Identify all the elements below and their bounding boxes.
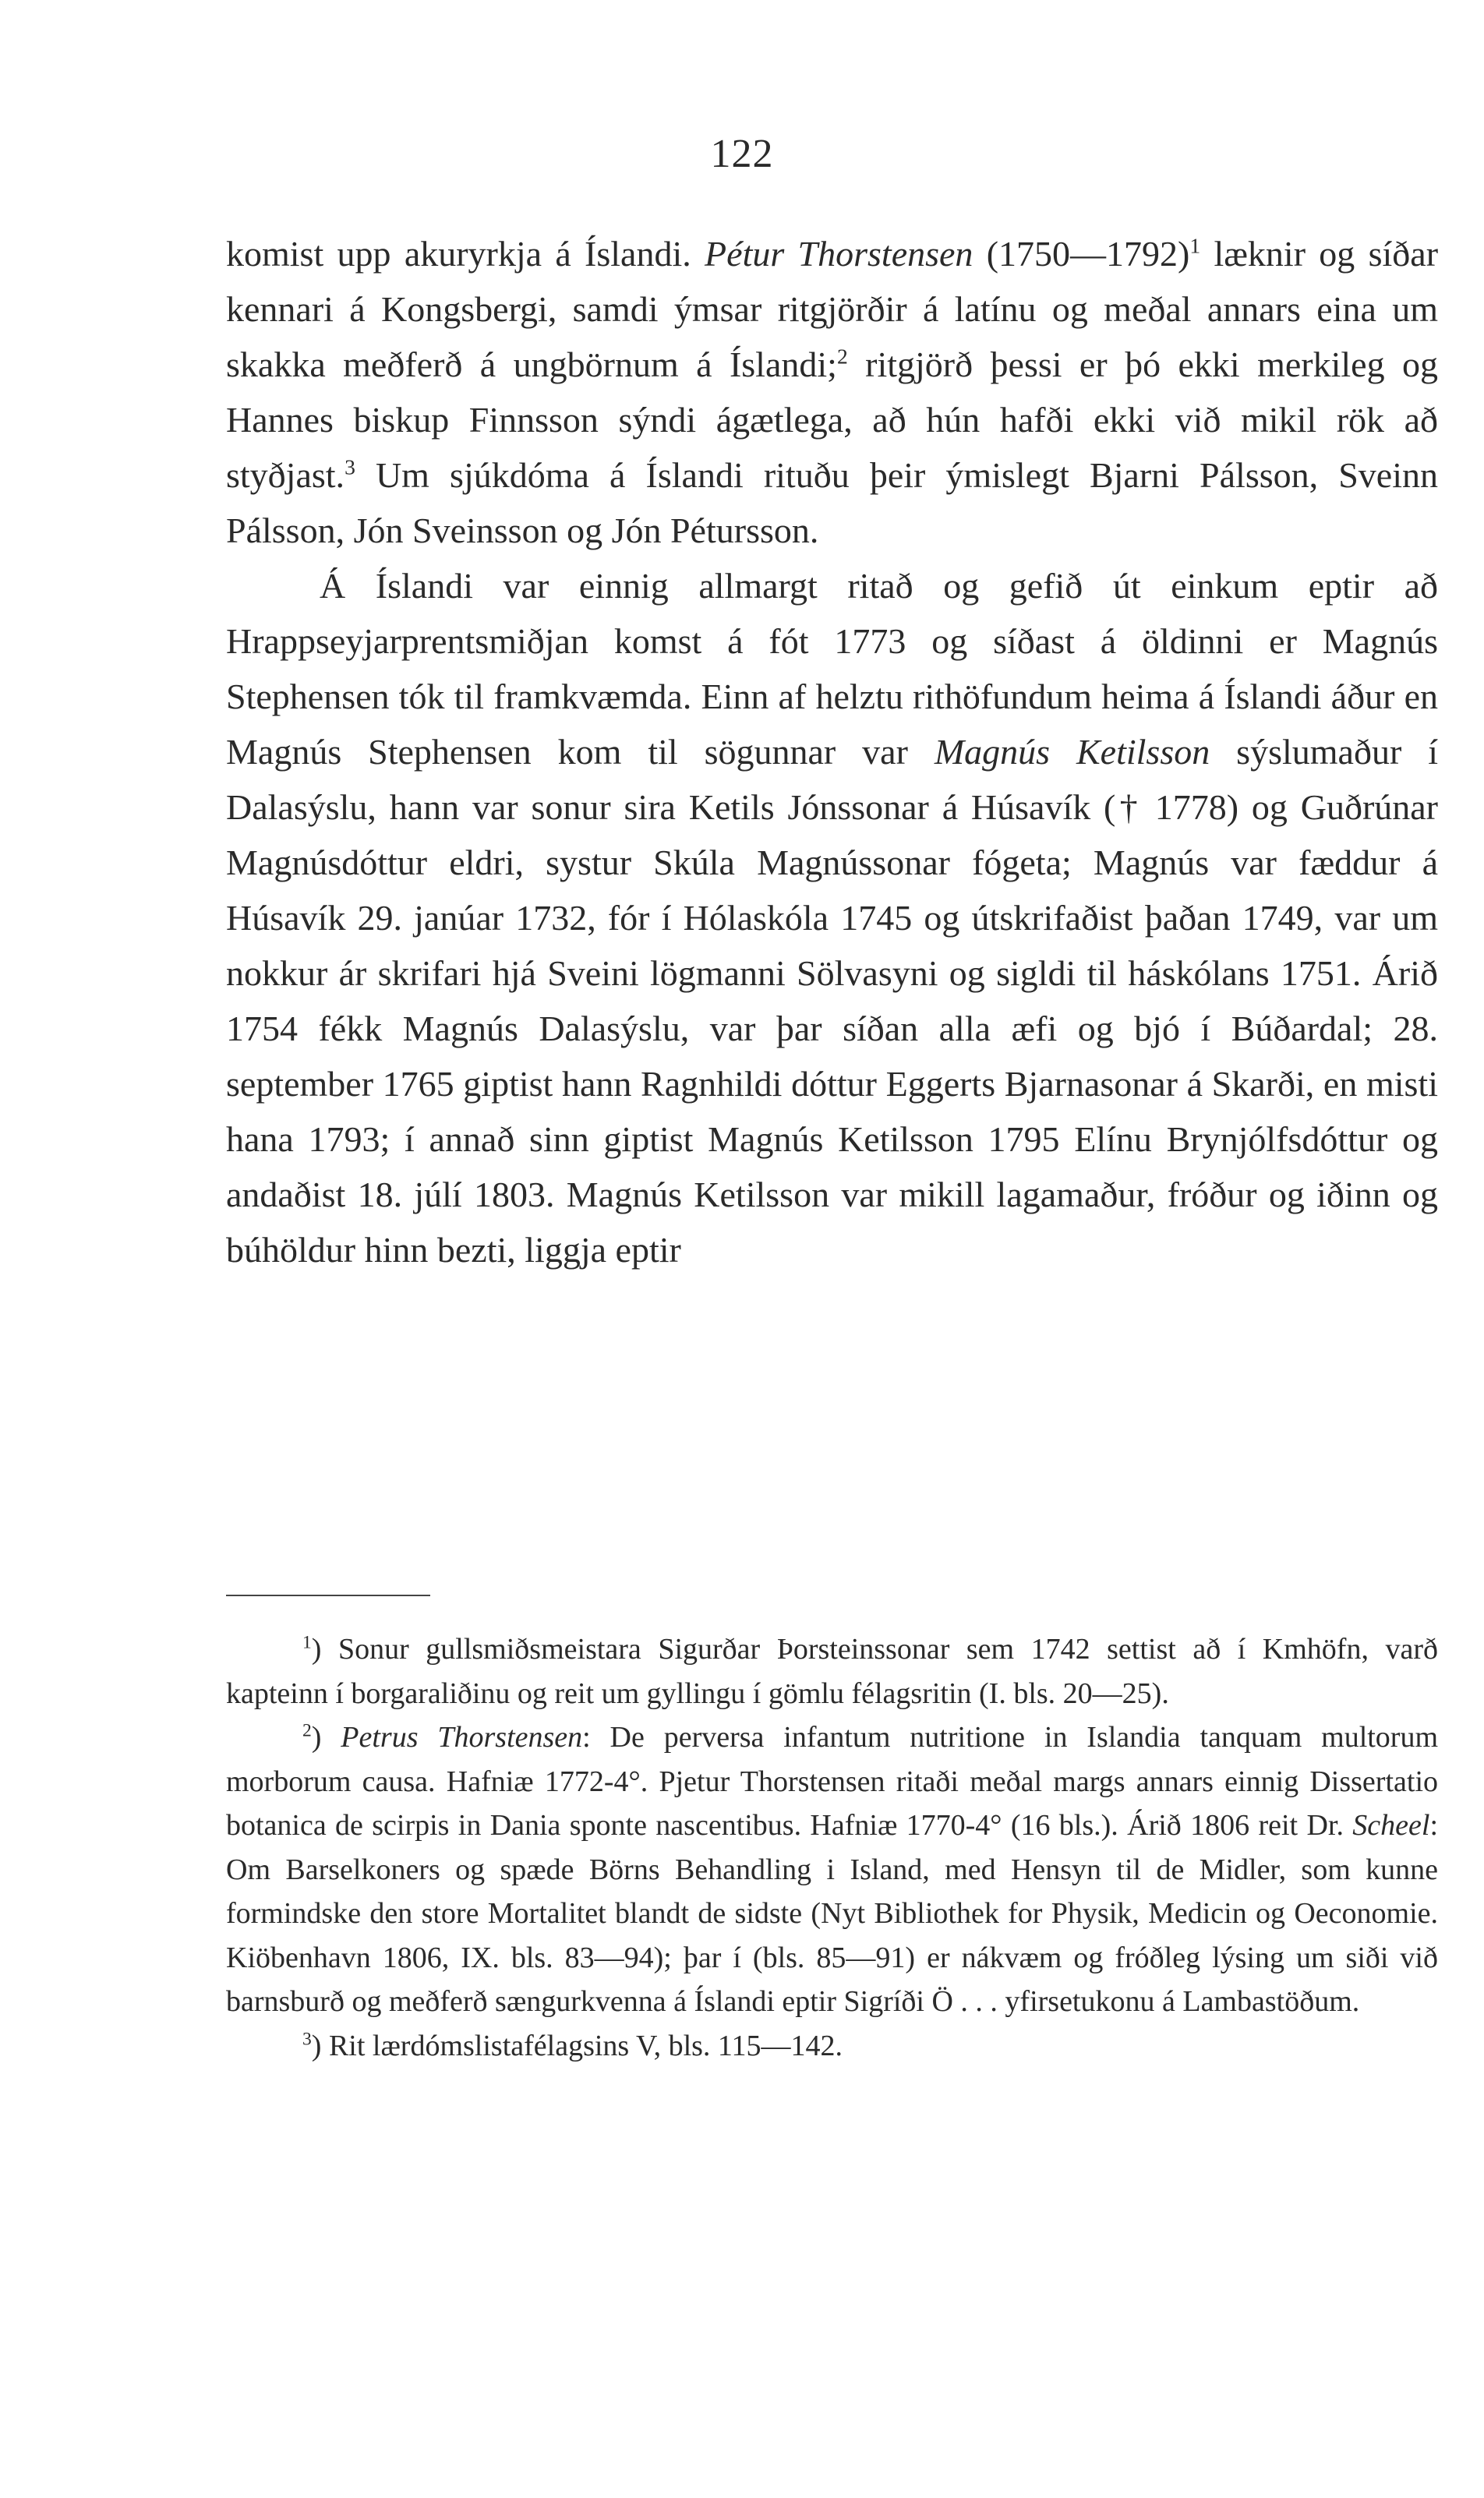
main-text — [226, 226, 1438, 1277]
footnote: $^2$) Petrus Thorstensen: De perversa infantum nutritione in Islandia tanquam multorum morborum causa. Hafniæ 1772-4°. Pjetur Thorstensen ritaði meðal margs annars einnig Dissertatio botanica de scirpis in Dania sponte nascentibus. Hafniæ 1770-4° (16 bls.). Árið 1806 reit Dr. Scheel: Om Barselkoners og spæde Börns Behandling i Island, med Hensyn til de Midler, som kunne formindske den store Mortalitet blandt de sidste (Nyt Bibliothek for Physik, Medicin og Oeconomie. Kiöbenhavn 1806, IX. bls. 83—94); þar í (bls. 85—91) er nákvæm og fróðleg lýsing um siði við barnsburð og meðferð sængurkvenna á Íslandi eptir Sigríði Ö . . . yfirsetukonu á Lambastöðum. — [226, 1720, 1439, 2018]
footnote-reference: 3 — [344, 454, 355, 479]
footnote-reference: 2 — [836, 344, 848, 369]
text-run: Sonur gullsmiðsmeistara Sigurðar Þorsteinssonar sem 1742 settist að í Kmhöfn, varð kapteinn í borgaraliðinu og reit um gyllingu í gömlu félagsritin (I. bls. 20—25). — [226, 1633, 1439, 1710]
footnote-mark: 3 — [302, 2028, 312, 2049]
footnote: $^1$) Sonur gullsmiðsmeistara Sigurðar Þorsteinssonar sem 1742 settist að í Kmhöfn, varð kapteinn í borgaraliðinu og reit um gyllingu í gömlu félagsritin (I. bls. 20—25). — [226, 1632, 1439, 1710]
footnote-divider — [226, 1595, 430, 1596]
text-run: : De perversa infantum nutritione in Islandia tanquam multorum morborum causa. Hafniæ 1772-4°. Pjetur Thorstensen ritaði meðal margs annars einnig Dissertatio botanica de scirpis in Dania sponte nascentibus. Hafniæ 1770-4° (16 bls.). Árið 1806 reit Dr. — [226, 1721, 1439, 1842]
italic-name: Pétur Thorstensen — [705, 234, 973, 274]
footnote-reference: 1 — [1189, 233, 1201, 258]
paragraph — [226, 558, 1438, 1277]
text-run: sýslumaður í Dalasýslu, hann var sonur sira Ketils Jónssonar á Húsavík († 1778) og Guðrúnar Magnúsdóttur eldri, systur Skúla Magnússonar fógeta; Magnús var fæddur á Húsavík 29. janúar 1732, fór í Hólaskóla 1745 og útskrifaðist þaðan 1749, var um nokkur ár skrifari hjá Sveini lögmanni Sölvasyni og sigldi til háskólans 1751. Árið 1754 fékk Magnús Dalasýslu, var þar síðan alla æfi og bjó í Búðardal; 28. september 1765 giptist hann Ragnhildi dóttur Eggerts Bjarnasonar á Skarði, en misti hana 1793; í annað sinn giptist Magnús Ketilsson 1795 Elínu Brynjólfsdóttur og andaðist 18. júlí 1803. Magnús Ketilsson var mikill lagamaður, fróður og iðinn og búhöldur hinn bezti, liggja eptir — [226, 732, 1438, 1270]
paragraph — [226, 226, 1438, 558]
text-run: Á Íslandi var einnig allmargt ritað og gefið út einkum eptir að Hrappseyjarprentsmiðjan komst á fót 1773 og síðast á öldinni er Magnús Stephensen tók til framkvæmda. Einn af helztu rithöfundum heima á Íslandi áður en Magnús Stephensen kom til sögunnar var — [226, 566, 1438, 772]
footnotes — [226, 1627, 1438, 2068]
text-run: Um sjúkdóma á Íslandi rituðu þeir ýmislegt Bjarni Pálsson, Sveinn Pálsson, Jón Sveinsson og Jón Pétursson. — [226, 455, 1438, 550]
text-run: (1750—1792) — [973, 234, 1190, 274]
text-run: komist upp akuryrkja á Íslandi. — [226, 234, 705, 274]
footnote-mark: 1 — [302, 1632, 312, 1653]
italic-name: Scheel — [1352, 1809, 1430, 1842]
text-run: Rit lærdómslistafélagsins V, bls. 115—142. — [328, 2029, 843, 2062]
text-run: læknir og síðar kennari á Kongsbergi, samdi ýmsar ritgjörðir á latínu og meðal annars eina um skakka meðferð á ungbörnum á Íslandi; — [226, 234, 1439, 384]
text-run: ritgjörð þessi er þó ekki merkileg og Hannes biskup Finnsson sýndi ágætlega, að hún hafði ekki við mikil rök að styðjast. — [226, 344, 1438, 495]
italic-name: Petrus Thorstensen — [341, 1721, 583, 1754]
text-run: : Om Barselkoners og spæde Börns Behandling i Island, med Hensyn til de Midler, som kunne formindske den store Mortalitet blandt de sidste (Nyt Bibliothek for Physik, Medicin og Oeconomie. Kiöbenhavn 1806, IX. bls. 83—94); þar í (bls. 85—91) er nákvæm og fróðleg lýsing um siði við barnsburð og meðferð sængurkvenna á Íslandi eptir Sigríði Ö . . . yfirsetukonu á Lambastöðum. — [226, 1809, 1438, 2018]
page-number: 122 — [710, 132, 774, 176]
italic-name: Magnús Ketilsson — [934, 732, 1210, 772]
footnote-mark: 2 — [302, 1720, 312, 1741]
footnote: $^3$) Rit lærdómslistafélagsins V, bls. 115—142. — [302, 2028, 843, 2062]
